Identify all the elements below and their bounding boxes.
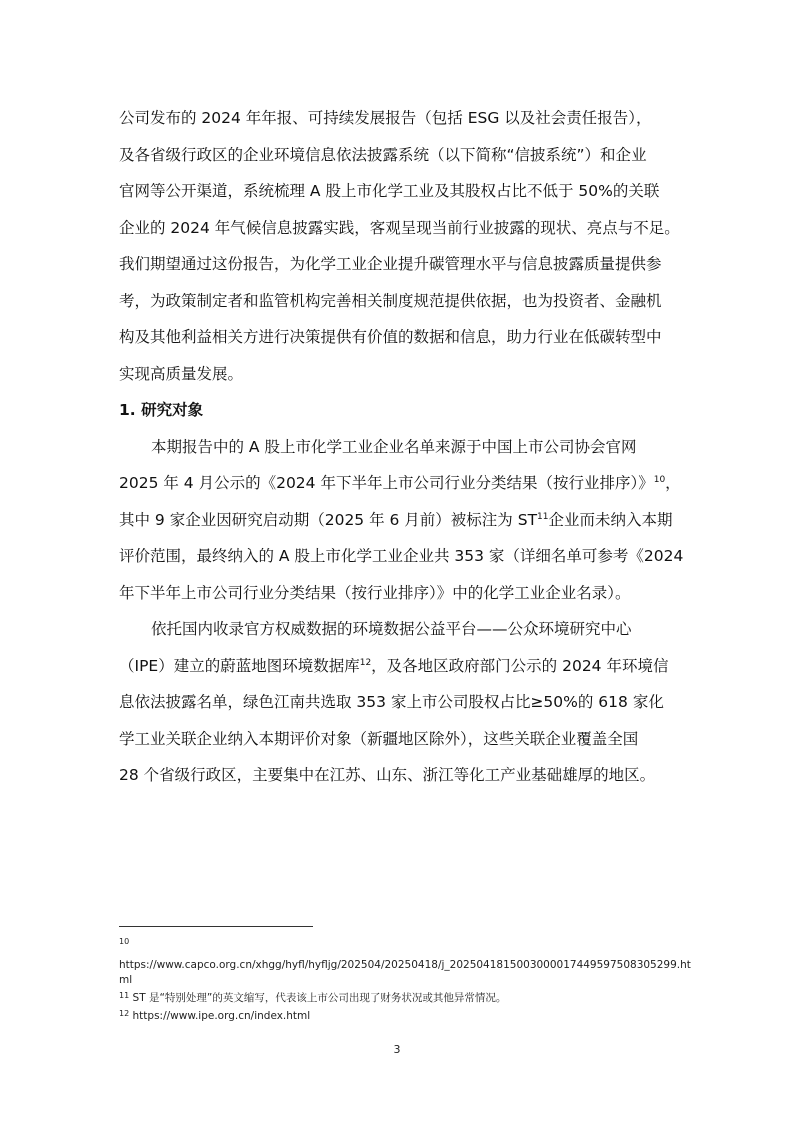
text-line: 学工业关联企业纳入本期评价对象（新疆地区除外），这些关联企业覆盖全国: [119, 729, 639, 748]
text-line: [119, 465, 681, 502]
footnote-10-link[interactable]: https://www.capco.org.cn/xhgg/hyfl/hyfljg/202504/20250418/j_2025041815003000017449597508305299.ht: [119, 959, 691, 971]
page-number: 3: [393, 1043, 401, 1056]
text-line: 息依法披露名单，绿色江南共选取 353 家上市公司股权占比≥50%的 618 家化: [119, 693, 664, 711]
footnote-12: [119, 1006, 679, 1024]
text-line: 评价范围，最终纳入的 A 股上市化学工业企业共 353 家（详细名单可参考《2024: [119, 547, 684, 565]
text-line: 实现高质量发展。: [119, 364, 244, 383]
footnote-link[interactable]: https://www.ipe.org.cn/index.html: [132, 1010, 311, 1022]
text-segment: （IPE）建立的蔚蓝地图环境数据库: [119, 656, 360, 675]
text-line: 依托国内收录官方权威数据的环境数据公益平台——公众环境研究中心: [151, 620, 632, 638]
footnote-ref-10[interactable]: 10: [653, 475, 666, 485]
text-segment: ，及各地区政府部门公示的 2024 年环境信: [371, 656, 669, 675]
text-line: 公司发布的 2024 年年报、可持续发展报告（包括 ESG 以及社会责任报告），: [119, 109, 652, 127]
footnote-10-number: [119, 934, 679, 952]
footnote-number: 10: [119, 937, 130, 946]
text-line: 我们期望通过这份报告，为化学工业企业提升碳管理水平与信息披露质量提供参: [119, 255, 662, 273]
data-source-paragraph: [119, 611, 675, 794]
text-line: 考，为政策制定者和监管机构完善相关制度规范提供依据，也为投资者、金融机: [119, 291, 662, 310]
footnote-11: [119, 988, 679, 1006]
footnote-ref-12[interactable]: 12: [359, 657, 372, 668]
text-line: 28 个省级行政区，主要集中在江苏、山东、浙江等化工产业基础雄厚的地区。: [119, 766, 656, 784]
text-line: 构及其他利益相关方进行决策提供有价值的数据和信息，助力行业在低碳转型中: [119, 328, 662, 346]
text-segment: 企业而未纳入本期: [548, 510, 673, 529]
body-content: [119, 100, 684, 794]
text-line: 年下半年上市公司行业分类结果（按行业排序）》中的化学工业企业名录）。: [119, 583, 631, 602]
text-line: 及各省级行政区的企业环境信息依法披露系统（以下简称“信披系统”）和企业: [119, 145, 647, 164]
intro-paragraph: [119, 100, 680, 392]
text-line: 本期报告中的 A 股上市化学工业企业名单来源于中国上市公司协会官网: [151, 437, 637, 456]
text-line: 企业的 2024 年气候信息披露实践，客观呈现当前行业披露的现状、亮点与不足。: [119, 218, 680, 237]
text-line: [119, 648, 675, 685]
text-segment: 2025 年 4 月公示的《2024 年下半年上市公司行业分类结果（按行业排序）》: [119, 474, 654, 492]
footnote-number: 12: [119, 1009, 130, 1018]
footnote-text: ST 是“特别处理”的英文缩写，代表该上市公司出现了财务状况或其他异常情况。: [132, 992, 507, 1004]
footnote-divider: [119, 926, 313, 927]
text-line: 官网等公开渠道，系统梳理 A 股上市化学工业及其股权占比不低于 50%的关联: [119, 182, 660, 200]
text-segment: ，: [665, 474, 681, 492]
research-subject-paragraph: [119, 429, 684, 612]
footnote-number: 11: [119, 991, 130, 1000]
text-line: [119, 502, 675, 539]
section-heading: 1. 研究对象: [119, 401, 204, 419]
footnote-10-link-cont[interactable]: ml: [119, 974, 133, 986]
footnote-ref-11[interactable]: 11: [537, 511, 549, 522]
text-segment: 其中 9 家企业因研究启动期（2025 年 6 月前）被标注为 ST: [119, 510, 538, 529]
footnotes: [119, 934, 691, 1024]
